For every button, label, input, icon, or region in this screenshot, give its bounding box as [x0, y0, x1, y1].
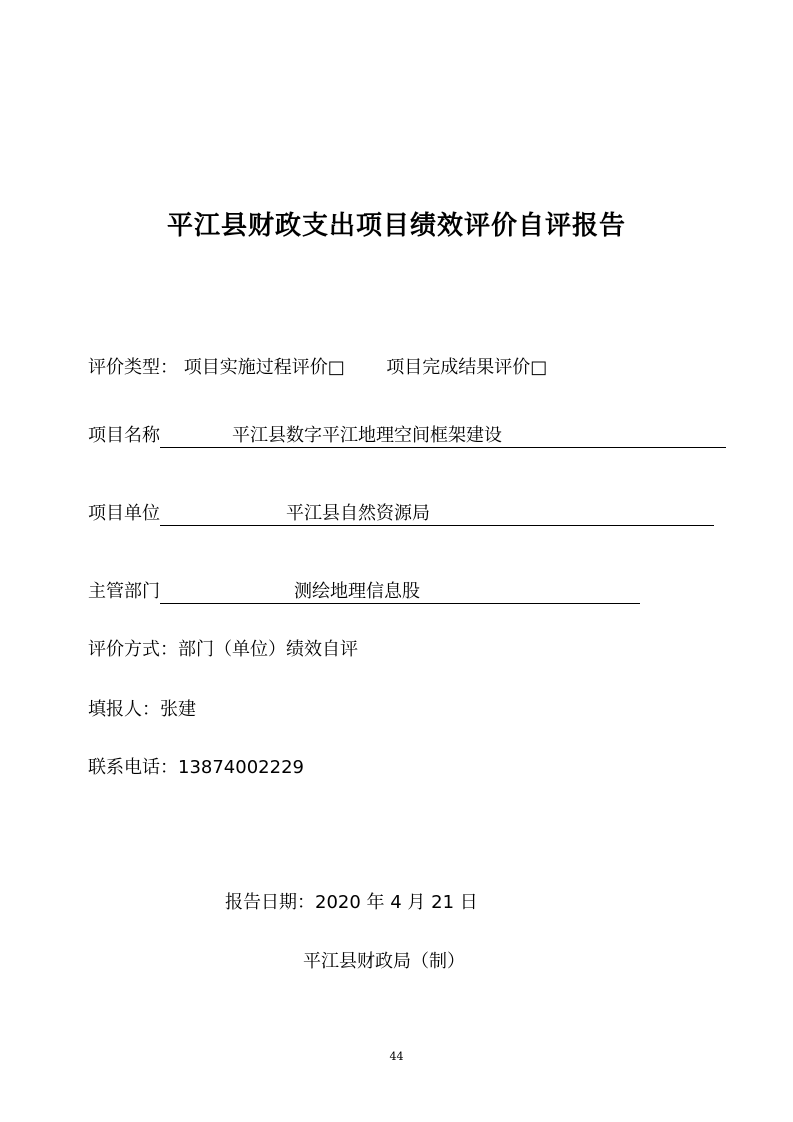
- project-unit-field[interactable]: [160, 502, 714, 526]
- page-number: 44: [389, 1050, 404, 1063]
- project-name-field[interactable]: [160, 424, 726, 448]
- evaluation-type-label: 评价类型：: [88, 357, 178, 378]
- evaluation-method: 评价方式：部门（单位）绩效自评: [88, 639, 358, 660]
- document-title: 平江县财政支出项目绩效评价自评报告: [166, 211, 626, 241]
- report-date: 报告日期：2020 年 4 月 21 日: [225, 892, 478, 913]
- project-unit-label: 项目单位: [88, 503, 160, 524]
- project-name-row: [88, 424, 726, 448]
- contact-phone: 联系电话：13874002229: [88, 757, 304, 778]
- supervisor-dept-value: 测绘地理信息股: [294, 581, 420, 602]
- supervisor-dept-row: [88, 580, 640, 604]
- project-unit-value: 平江县自然资源局: [286, 503, 430, 524]
- issuer: 平江县财政局（制）: [303, 951, 465, 972]
- supervisor-dept-field[interactable]: [160, 580, 640, 604]
- evaluation-type-process-option[interactable]: 项目实施过程评价□: [183, 357, 345, 378]
- project-name-label: 项目名称: [88, 425, 160, 446]
- reporter: 填报人：张建: [88, 699, 196, 720]
- project-unit-row: [88, 502, 714, 526]
- evaluation-type-result-option[interactable]: 项目完成结果评价□: [386, 357, 548, 378]
- supervisor-dept-label: 主管部门: [88, 581, 160, 602]
- evaluation-type-row: [88, 356, 547, 380]
- project-name-value: 平江县数字平江地理空间框架建设: [232, 425, 502, 446]
